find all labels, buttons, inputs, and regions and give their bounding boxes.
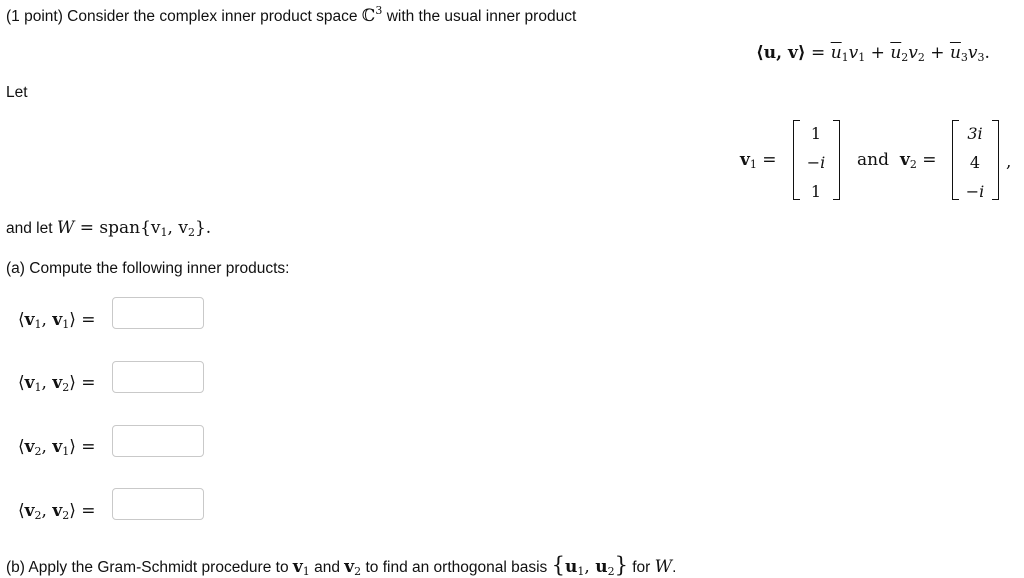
v1-entry-3: 1 <box>810 182 822 201</box>
ip-label-v1-v1: $⟨v_1$, $v_1⟩$ = <box>18 310 96 331</box>
v1-entry-2: −i <box>806 153 826 172</box>
v1-right-bracket <box>833 120 840 200</box>
answer-input-v2-v1[interactable] <box>112 425 204 457</box>
let-label: Let <box>6 84 28 101</box>
v1-label: $v_1$ = <box>740 150 777 171</box>
intro-suffix: with the usual inner product <box>386 8 577 25</box>
intro-line <box>6 4 576 26</box>
complex-space-symbol: ℂ$^3$ <box>361 4 383 26</box>
answer-input-v1-v1[interactable] <box>112 297 204 329</box>
part-a-title: (a) Compute the following inner products: <box>6 260 290 277</box>
answer-input-v1-v2[interactable] <box>112 361 204 393</box>
ip-label-v2-v1: $⟨v_2$, $v_1⟩$ = <box>18 437 96 458</box>
answer-input-v2-v2[interactable] <box>112 488 204 520</box>
ip-label-v1-v2: $⟨v_1$, $v_2⟩$ = <box>18 373 96 394</box>
v1-left-bracket <box>793 120 800 200</box>
v2-label: $v_2$ = <box>900 150 937 171</box>
v2-entry-1: 3i <box>967 124 983 143</box>
v2-matrix <box>960 120 990 206</box>
v2-left-bracket <box>952 120 959 200</box>
v2-entry-3: −i <box>965 182 985 201</box>
vectors-trailing-comma: , <box>1006 152 1012 172</box>
part-b-line: (b) Apply the Gram-Schmidt procedure to $v_1$ and $v_2$ to find an orthogonal basis {$u_1$, $u_2$} for W. <box>6 553 677 578</box>
inner-product-formula: ⟨u, v⟩ = $\overline{u}_1v_1 + \overline{u}_2v_2 + \overline{u}_3v_3$. <box>756 43 990 64</box>
v2-entry-2: 4 <box>969 153 981 172</box>
v1-entry-1: 1 <box>810 124 822 143</box>
v1-matrix <box>801 120 831 206</box>
intro-prefix: (1 point) Consider the complex inner product space <box>6 8 358 25</box>
v2-right-bracket <box>992 120 999 200</box>
ip-label-v2-v2: $⟨v_2$, $v_2⟩$ = <box>18 501 96 522</box>
and-word: and <box>857 150 889 170</box>
span-line: and let $W = span\{v_1$, $v_2$}. <box>6 218 212 239</box>
